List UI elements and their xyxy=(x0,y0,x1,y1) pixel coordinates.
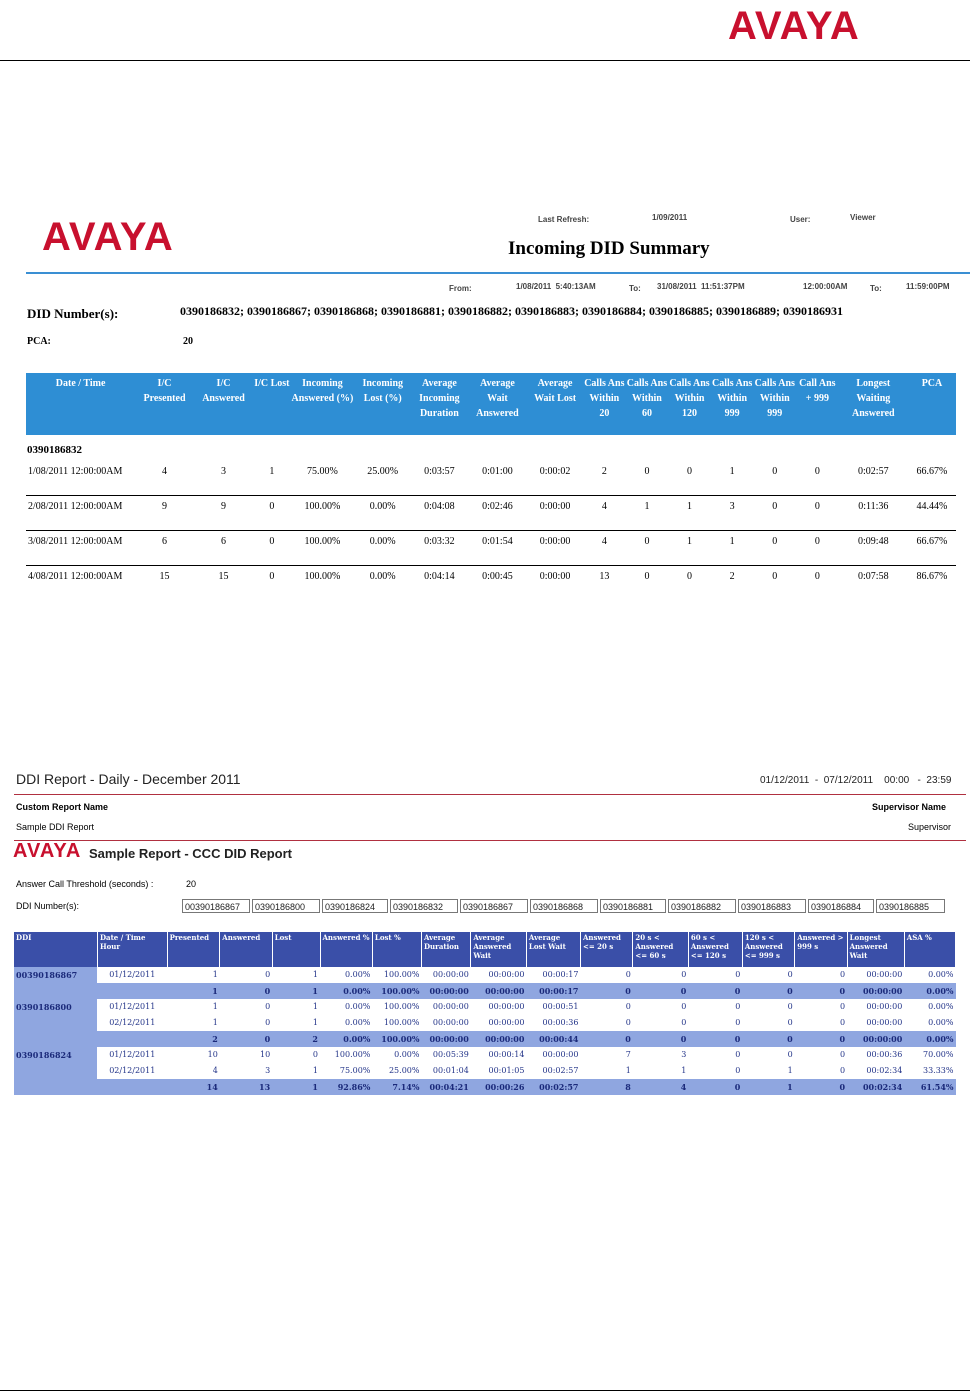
total-cell: 0 xyxy=(580,1031,632,1047)
table-row xyxy=(26,531,956,566)
report2-date-range: 01/12/2011 - 07/12/2011 00:00 - 23:59 xyxy=(760,775,952,786)
date-cell: 01/12/2011 xyxy=(109,1050,156,1059)
total-cell: 7.14% xyxy=(372,1079,421,1095)
time-to-label: To: xyxy=(870,284,882,293)
user-label: User: xyxy=(790,215,811,224)
table-cell: 0 xyxy=(644,571,650,582)
total-cell: 0.00% xyxy=(320,1031,372,1047)
table-cell: 0 xyxy=(840,970,846,979)
last-refresh-label: Last Refresh: xyxy=(538,215,590,224)
table-cell: 2 xyxy=(583,461,626,496)
table-cell: 70.00% xyxy=(922,1050,954,1059)
table-cell: 15 xyxy=(159,571,170,582)
table-cell: 0.00% xyxy=(928,1002,954,1011)
table-cell: 0.00% xyxy=(344,970,371,979)
table-cell: 66.67% xyxy=(908,531,956,566)
table-cell: 1 xyxy=(212,1002,218,1011)
pca-label: PCA: xyxy=(27,336,51,347)
column-header: Calls Ans Within 999 xyxy=(753,373,796,435)
table-cell: 0:09:48 xyxy=(839,531,908,566)
total-cell: 14 xyxy=(167,1079,220,1095)
table-cell: 0.00% xyxy=(394,1050,420,1059)
table-row xyxy=(26,461,956,496)
ddi-number-box: 0390186881 xyxy=(600,899,666,913)
date-cell: 01/12/2011 xyxy=(109,970,156,979)
table-cell: 0:11:36 xyxy=(839,496,908,531)
from-value: 1/08/2011 5:40:13AM xyxy=(516,282,596,291)
ddi-number-box: 0390186824 xyxy=(322,899,388,913)
group-did-number: 0390186832 xyxy=(27,444,82,456)
table-cell: 0:00:00 xyxy=(527,531,583,566)
table-cell: 0:02:46 xyxy=(468,496,527,531)
table-row xyxy=(14,999,956,1015)
ddi-cell: 00390186867 xyxy=(14,967,97,999)
column-header: 60 s < Answered <= 120 s xyxy=(688,932,742,967)
did-numbers-value: 0390186832; 0390186867; 0390186868; 0390186881; 0390186882; 0390186883; 0390186884; 0390186885; 0390186889; 0390186931 xyxy=(180,304,843,318)
column-header: ASA % xyxy=(904,932,955,967)
table-cell: 0:07:58 xyxy=(858,571,889,582)
supervisor-name-label: Supervisor Name xyxy=(872,802,947,812)
total-cell: 100.00% xyxy=(372,1031,421,1047)
table-cell: 0 xyxy=(625,1018,631,1027)
table-cell: 0 xyxy=(796,531,839,566)
column-header: Average Wait Answered xyxy=(468,373,527,435)
table-cell: 00:00:51 xyxy=(542,1002,579,1011)
date-time-cell: 1/08/2011 12:00:00AM xyxy=(26,461,135,496)
table-cell: 0:00:02 xyxy=(527,461,583,496)
table-cell: 0 xyxy=(265,1018,271,1027)
supervisor-name-value: Supervisor xyxy=(908,822,952,832)
total-cell: 0 xyxy=(580,983,632,999)
table-cell: 1 xyxy=(711,531,754,566)
report1-blue-rule xyxy=(26,272,970,274)
table-cell: 00:02:57 xyxy=(542,1066,579,1075)
table-cell: 0.00% xyxy=(344,1002,371,1011)
table-cell: 4 xyxy=(583,531,626,566)
report1-title: Incoming DID Summary xyxy=(508,238,710,259)
table-cell: 0:03:32 xyxy=(411,531,468,566)
total-row xyxy=(14,1079,956,1095)
ddi-daily-report xyxy=(0,765,970,1115)
table-cell: 00:05:39 xyxy=(432,1050,469,1059)
table-cell: 4 xyxy=(583,496,626,531)
group-row xyxy=(26,435,956,461)
ddi-number-box: 0390186882 xyxy=(668,899,736,913)
total-cell: 61.54% xyxy=(904,1079,955,1095)
date-time-cell: 4/08/2011 12:00:00AM xyxy=(28,571,123,582)
total-cell: 0 xyxy=(742,1031,794,1047)
table-cell: 0 xyxy=(735,1050,741,1059)
total-cell: 0 xyxy=(220,983,272,999)
column-header: Incoming Answered (%) xyxy=(290,373,354,435)
table-cell: 0 xyxy=(787,970,793,979)
total-cell: 00:02:34 xyxy=(847,1079,904,1095)
total-cell: 0 xyxy=(795,1079,847,1095)
ddi-number-box: 0390186800 xyxy=(252,899,320,913)
report2-mid-rule xyxy=(14,840,966,841)
table-cell: 100.00% xyxy=(290,496,354,531)
table-row xyxy=(26,566,956,601)
total-cell: 8 xyxy=(580,1079,632,1095)
table-cell: 0 xyxy=(735,1066,741,1075)
table-cell: 0 xyxy=(840,1050,846,1059)
table-cell: 00:00:00 xyxy=(542,1050,579,1059)
total-cell: 0 xyxy=(633,983,689,999)
table-cell: 00:00:00 xyxy=(866,970,903,979)
ddi-number-box: 0390186885 xyxy=(876,899,945,913)
table-cell: 0:00:00 xyxy=(527,496,583,531)
table-cell: 0 xyxy=(787,1002,793,1011)
total-cell: 0 xyxy=(688,983,742,999)
from-label: From: xyxy=(449,284,472,293)
total-cell: 00:00:17 xyxy=(526,983,580,999)
table-row xyxy=(14,1047,956,1063)
column-header: DDI xyxy=(14,932,97,967)
table-row xyxy=(14,1015,956,1031)
table-cell: 0 xyxy=(265,970,271,979)
total-cell: 0.00% xyxy=(320,983,372,999)
did-numbers-label: DID Number(s): xyxy=(27,306,119,321)
table-row xyxy=(14,967,956,983)
table-cell: 1 xyxy=(668,531,711,566)
table-cell: 0:03:57 xyxy=(411,461,468,496)
table-cell: 0:00:45 xyxy=(482,571,513,582)
table-cell: 0:02:57 xyxy=(839,461,908,496)
total-cell xyxy=(97,1079,167,1095)
table-cell: 9 xyxy=(194,496,253,531)
column-header: Longest Waiting Answered xyxy=(839,373,908,435)
ddi-cell: 0390186824 xyxy=(14,1047,97,1095)
column-header: Lost xyxy=(272,932,320,967)
table-cell: 0 xyxy=(681,1018,687,1027)
table-cell: 0 xyxy=(687,571,693,582)
column-header: Longest Answered Wait xyxy=(847,932,904,967)
table-cell: 75.00% xyxy=(339,1066,371,1075)
table-row xyxy=(26,496,956,531)
column-header: Calls Ans Within 120 xyxy=(668,373,711,435)
column-header: 20 s < Answered <= 60 s xyxy=(633,932,689,967)
total-cell: 00:00:00 xyxy=(421,1031,470,1047)
table-cell: 0 xyxy=(253,531,290,566)
total-cell: 1 xyxy=(742,1079,794,1095)
table-cell: 00:02:34 xyxy=(866,1066,903,1075)
page-header-rule xyxy=(0,60,970,61)
table-cell: 0 xyxy=(753,496,796,531)
total-cell: 00:04:21 xyxy=(421,1079,470,1095)
incoming-did-table xyxy=(26,373,956,600)
column-header: Presented xyxy=(167,932,220,967)
table-cell: 00:00:00 xyxy=(432,1002,469,1011)
table-cell: 0.00% xyxy=(354,531,411,566)
table-cell: 3 xyxy=(265,1066,271,1075)
table-cell: 00:00:00 xyxy=(488,1002,525,1011)
table-cell: 0:00:00 xyxy=(539,571,571,582)
ddi-cell: 0390186800 xyxy=(14,999,97,1047)
table-cell: 0 xyxy=(625,970,631,979)
table-cell: 00:00:00 xyxy=(866,1002,903,1011)
table-cell: 1 xyxy=(625,1066,631,1075)
total-cell: 4 xyxy=(633,1079,689,1095)
table-cell: 1 xyxy=(787,1066,793,1075)
report2-subtitle: Sample Report - CCC DID Report xyxy=(89,846,292,861)
total-cell: 1 xyxy=(272,1079,320,1095)
total-cell: 13 xyxy=(220,1079,272,1095)
report2-logo: AVAYA xyxy=(13,840,82,862)
table-cell: 9 xyxy=(135,496,194,531)
table-cell: 0 xyxy=(772,571,778,582)
table-cell: 1 xyxy=(681,1066,687,1075)
column-header: Calls Ans Within 60 xyxy=(626,373,669,435)
table-cell: 100.00% xyxy=(383,1002,420,1011)
ddi-number-box: 0390186884 xyxy=(808,899,874,913)
column-header: Calls Ans Within 20 xyxy=(583,373,626,435)
column-header: Answered <= 20 s xyxy=(580,932,632,967)
table-cell: 6 xyxy=(194,531,253,566)
table-cell: 1 xyxy=(312,970,318,979)
table-cell: 0 xyxy=(735,1018,741,1027)
ddi-number-box: 0390186868 xyxy=(530,899,598,913)
table-cell: 00:00:00 xyxy=(866,1018,903,1027)
table-cell: 0 xyxy=(753,531,796,566)
table-cell: 00:01:05 xyxy=(488,1066,525,1075)
column-header: I/C Presented xyxy=(135,373,194,435)
threshold-value: 20 xyxy=(186,879,197,889)
total-cell: 0 xyxy=(633,1031,689,1047)
custom-report-value: Sample DDI Report xyxy=(16,822,95,832)
table-cell: 0 xyxy=(253,496,290,531)
column-header: Average Wait Lost xyxy=(527,373,583,435)
table-cell: 0 xyxy=(840,1018,846,1027)
table-cell: 6 xyxy=(135,531,194,566)
table-cell: 0 xyxy=(681,1002,687,1011)
page-header-logo: AVAYA xyxy=(728,4,860,48)
column-header: Average Duration xyxy=(421,932,470,967)
total-cell: 0 xyxy=(220,1031,272,1047)
column-header: 120 s < Answered <= 999 s xyxy=(742,932,794,967)
table-cell: 4 xyxy=(212,1066,218,1075)
table-cell: 0 xyxy=(787,1050,793,1059)
column-header: Answered > 999 s xyxy=(795,932,847,967)
date-time-cell: 2/08/2011 12:00:00AM xyxy=(26,496,135,531)
table-cell: 1 xyxy=(626,496,669,531)
total-cell: 100.00% xyxy=(372,983,421,999)
total-cell: 1 xyxy=(272,983,320,999)
total-cell: 0 xyxy=(688,1079,742,1095)
ddi-number-box: 0390186832 xyxy=(390,899,458,913)
table-cell: 0.00% xyxy=(369,571,396,582)
column-header: Lost % xyxy=(372,932,421,967)
table-cell: 0:04:08 xyxy=(411,496,468,531)
column-header: Answered % xyxy=(320,932,372,967)
table-cell: 00:01:04 xyxy=(432,1066,469,1075)
table-cell: 1 xyxy=(212,1018,218,1027)
total-cell: 00:00:00 xyxy=(847,983,904,999)
total-cell: 92.86% xyxy=(320,1079,372,1095)
column-header: I/C Answered xyxy=(194,373,253,435)
column-header: Incoming Lost (%) xyxy=(354,373,411,435)
table-cell: 0 xyxy=(735,970,741,979)
user-value: Viewer xyxy=(850,213,876,222)
table-cell: 00:00:00 xyxy=(488,970,525,979)
table-cell: 44.44% xyxy=(908,496,956,531)
table-cell: 0 xyxy=(626,531,669,566)
date-cell: 02/12/2011 xyxy=(109,1018,156,1027)
total-cell: 00:00:00 xyxy=(471,983,527,999)
ddi-number-box: 00390186867 xyxy=(182,899,250,913)
table-cell: 100.00% xyxy=(334,1050,371,1059)
table-cell: 1 xyxy=(668,496,711,531)
total-cell: 1 xyxy=(167,983,220,999)
table-cell: 15 xyxy=(218,571,229,582)
table-cell: 0 xyxy=(265,1002,271,1011)
table-cell: 0 xyxy=(840,1002,846,1011)
threshold-label: Answer Call Threshold (seconds) : xyxy=(16,879,154,889)
table-cell: 1 xyxy=(253,461,290,496)
table-cell: 1 xyxy=(312,1018,318,1027)
report1-logo: AVAYA xyxy=(42,215,174,259)
incoming-did-summary-report xyxy=(0,195,970,610)
column-header: Average Incoming Duration xyxy=(411,373,468,435)
table-cell: 25.00% xyxy=(388,1066,420,1075)
table-cell: 00:00:17 xyxy=(542,970,579,979)
table-cell: 100.00% xyxy=(383,970,420,979)
date-cell: 01/12/2011 xyxy=(109,1002,156,1011)
report2-title: DDI Report - Daily - December 2011 xyxy=(16,771,241,787)
table-cell: 1 xyxy=(711,461,754,496)
to-value: 31/08/2011 11:51:37PM xyxy=(657,282,745,291)
table-cell: 13 xyxy=(599,571,610,582)
table-cell: 0 xyxy=(840,1066,846,1075)
table-cell: 100.00% xyxy=(383,1018,420,1027)
table-cell: 0.00% xyxy=(928,970,954,979)
table-cell: 00:00:00 xyxy=(432,1018,469,1027)
total-row xyxy=(14,983,956,999)
report2-top-rule xyxy=(14,794,966,795)
table-cell: 0 xyxy=(625,1002,631,1011)
total-cell: 00:00:00 xyxy=(471,1031,527,1047)
to-label: To: xyxy=(629,284,641,293)
column-header: Calls Ans Within 999 xyxy=(711,373,754,435)
table-cell: 0 xyxy=(796,496,839,531)
table-cell: 00:00:14 xyxy=(488,1050,525,1059)
table-cell: 7 xyxy=(625,1050,631,1059)
total-cell: 00:00:26 xyxy=(471,1079,527,1095)
ddi-report-table xyxy=(14,932,956,1095)
column-header: PCA xyxy=(908,373,956,435)
column-header: Call Ans + 999 xyxy=(796,373,839,435)
table-cell: 0.00% xyxy=(354,496,411,531)
date-time-cell: 3/08/2011 12:00:00AM xyxy=(26,531,135,566)
page-footer-rule xyxy=(0,1390,970,1391)
table-cell: 1 xyxy=(312,1002,318,1011)
table-cell: 0 xyxy=(626,461,669,496)
total-cell: 2 xyxy=(272,1031,320,1047)
table-cell: 2 xyxy=(729,571,735,582)
table-cell: 0.00% xyxy=(344,1018,371,1027)
table-cell: 0 xyxy=(681,970,687,979)
table-cell: 0 xyxy=(735,1002,741,1011)
time-from-value: 12:00:00AM xyxy=(803,282,848,291)
total-cell: 0 xyxy=(795,1031,847,1047)
table-cell: 100.00% xyxy=(290,531,354,566)
total-cell xyxy=(97,1031,167,1047)
table-cell: 4 xyxy=(135,461,194,496)
total-cell: 00:02:57 xyxy=(526,1079,580,1095)
table-cell: 33.33% xyxy=(922,1066,954,1075)
pca-value: 20 xyxy=(183,336,193,347)
column-header: I/C Lost xyxy=(253,373,290,435)
table-cell: 0 xyxy=(796,461,839,496)
total-cell: 00:00:44 xyxy=(526,1031,580,1047)
table-cell: 0:04:14 xyxy=(424,571,455,582)
table-cell: 0 xyxy=(814,571,820,582)
table-cell: 00:00:00 xyxy=(488,1018,525,1027)
column-header: Average Lost Wait xyxy=(526,932,580,967)
column-header: Date / Time xyxy=(26,373,135,435)
ddi-numbers-label: DDI Number(s): xyxy=(16,901,80,911)
date-cell: 02/12/2011 xyxy=(109,1066,156,1075)
total-cell: 0 xyxy=(795,983,847,999)
table-cell: 0:01:54 xyxy=(468,531,527,566)
total-cell: 00:00:00 xyxy=(847,1031,904,1047)
table-cell: 10 xyxy=(260,1050,271,1059)
table-cell: 66.67% xyxy=(908,461,956,496)
total-cell: 2 xyxy=(167,1031,220,1047)
total-cell: 00:00:00 xyxy=(421,983,470,999)
table-cell: 00:00:36 xyxy=(542,1018,579,1027)
total-cell: 0 xyxy=(742,983,794,999)
total-cell: 0.00% xyxy=(904,983,955,999)
table-cell: 0.00% xyxy=(928,1018,954,1027)
table-cell: 3 xyxy=(194,461,253,496)
column-header: Date / Time Hour xyxy=(97,932,167,967)
table-cell: 0:01:00 xyxy=(468,461,527,496)
table-cell: 1 xyxy=(212,970,218,979)
table-cell: 75.00% xyxy=(290,461,354,496)
time-to-value: 11:59:00PM xyxy=(906,282,950,291)
total-cell xyxy=(97,983,167,999)
table-cell: 0 xyxy=(753,461,796,496)
table-cell: 0 xyxy=(269,571,275,582)
column-header: Average Answered Wait xyxy=(471,932,527,967)
table-cell: 3 xyxy=(681,1050,687,1059)
ddi-number-box: 0390186867 xyxy=(460,899,528,913)
table-cell: 100.00% xyxy=(304,571,341,582)
total-row xyxy=(14,1031,956,1047)
table-row xyxy=(14,1063,956,1079)
table-cell: 10 xyxy=(207,1050,218,1059)
table-cell: 0 xyxy=(787,1018,793,1027)
last-refresh-value: 1/09/2011 xyxy=(652,213,688,222)
custom-report-label: Custom Report Name xyxy=(16,802,109,812)
total-cell: 0 xyxy=(688,1031,742,1047)
total-cell: 0.00% xyxy=(904,1031,955,1047)
ddi-number-box: 0390186883 xyxy=(738,899,806,913)
table-cell: 00:00:36 xyxy=(866,1050,903,1059)
table-cell: 3 xyxy=(711,496,754,531)
table-cell: 0 xyxy=(668,461,711,496)
table-cell: 86.67% xyxy=(916,571,948,582)
table-cell: 00:00:00 xyxy=(432,970,469,979)
table-cell: 25.00% xyxy=(354,461,411,496)
column-header: Answered xyxy=(220,932,272,967)
table-cell: 1 xyxy=(312,1066,318,1075)
table-cell: 0 xyxy=(312,1050,318,1059)
